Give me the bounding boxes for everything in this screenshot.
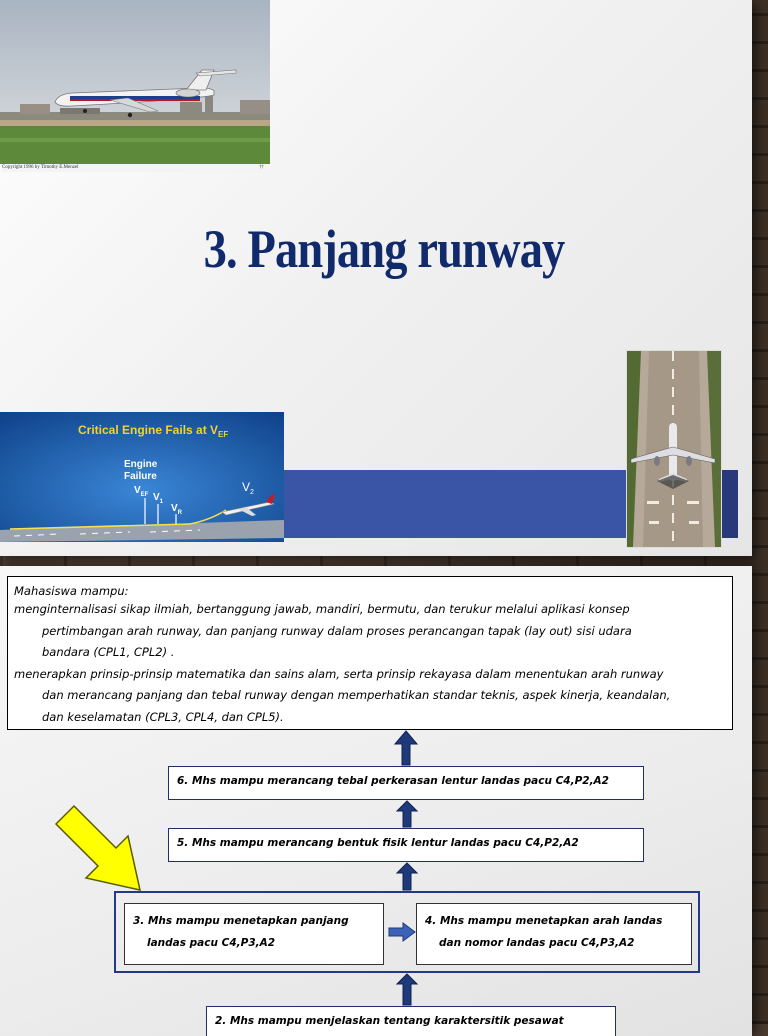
step-3-line-1: 3. Mhs mampu menetapkan panjang	[133, 915, 349, 927]
v2-label: $V_2$	[242, 480, 254, 496]
v1-label: $V_1$	[153, 492, 164, 505]
airplane-takeoff-photo	[0, 0, 270, 172]
objective-item-1-cont-2: bandara (CPL1, CPL2) .	[42, 645, 175, 659]
diagram-graphic	[0, 412, 284, 542]
photo-copyright-caption	[2, 164, 268, 172]
vef-label: $V_{EF}$	[134, 485, 149, 498]
objective-item-1-cont-1: pertimbangan arah runway, dan panjang runway dalam proses perancangan tapak (lay out) sisi udara	[42, 623, 632, 638]
arrow-up-icon	[394, 730, 418, 766]
step-5-box: 5. Mhs mampu merancang bentuk fisik lentur landas pacu C4,P2,A2	[168, 828, 644, 862]
step-4-box	[416, 903, 692, 965]
runway-aerial-image	[627, 351, 721, 547]
diagram-title-text: Critical Engine Fails at $V_{EF}$	[78, 423, 229, 439]
objective-item-2-lead: menerapkan prinsip-prinsip matematika dan sains alam, serta prinsip rekayasa dalam menentukan arah runway	[14, 666, 664, 681]
step-3-box	[124, 903, 384, 965]
slide-2	[0, 566, 752, 1036]
step-6-box: 6. Mhs mampu merancang tebal perkerasan lentur landas pacu C4,P2,A2	[168, 766, 644, 800]
airplane-photo-image	[0, 0, 270, 172]
vr-label: $V_R$	[171, 503, 183, 516]
objective-item-2-cont-2: dan keselamatan (CPL3, CPL4, dan CPL5).	[42, 709, 284, 724]
arrow-right-icon	[388, 922, 416, 942]
photo-caption-mark: ††	[259, 165, 264, 170]
step-4-line-1: 4. Mhs mampu menetapkan arah landas	[425, 915, 663, 927]
engine-failure-label-1: Engine	[124, 459, 158, 470]
step-3-line-2: landas pacu C4,P3,A2	[147, 937, 276, 949]
slide-title: 3. Panjang runway	[203, 219, 565, 279]
step-4-line-2: dan nomor landas pacu C4,P3,A2	[439, 937, 635, 949]
arrow-up-icon	[396, 862, 418, 891]
highlight-arrow-icon	[54, 804, 146, 896]
arrow-up-icon	[396, 800, 418, 828]
learning-outcome-box	[7, 576, 733, 730]
photo-caption-text: Copyright 1996 by Timothy E.Menzel	[2, 165, 79, 170]
arrow-up-icon	[396, 973, 418, 1006]
step-2-box	[206, 1006, 616, 1036]
engine-failure-label-2: Failure	[124, 471, 157, 482]
objective-item-1-lead: menginternalisasi sikap ilmiah, bertanggung jawab, mandiri, bermutu, dan terukur melalui aplikasi konsep	[14, 602, 630, 616]
objective-item-2-cont-1: dan merancang panjang dan tebal runway dengan memperhatikan standar teknis, aspek kinerja, keandalan,	[42, 688, 671, 702]
runway-aerial-photo	[626, 350, 722, 548]
objective-heading: Mahasiswa mampu:	[14, 584, 129, 598]
critical-engine-fails-diagram	[0, 412, 284, 542]
step-2-line-1: 2. Mhs mampu menjelaskan tentang karaktersitik pesawat	[215, 1015, 564, 1027]
